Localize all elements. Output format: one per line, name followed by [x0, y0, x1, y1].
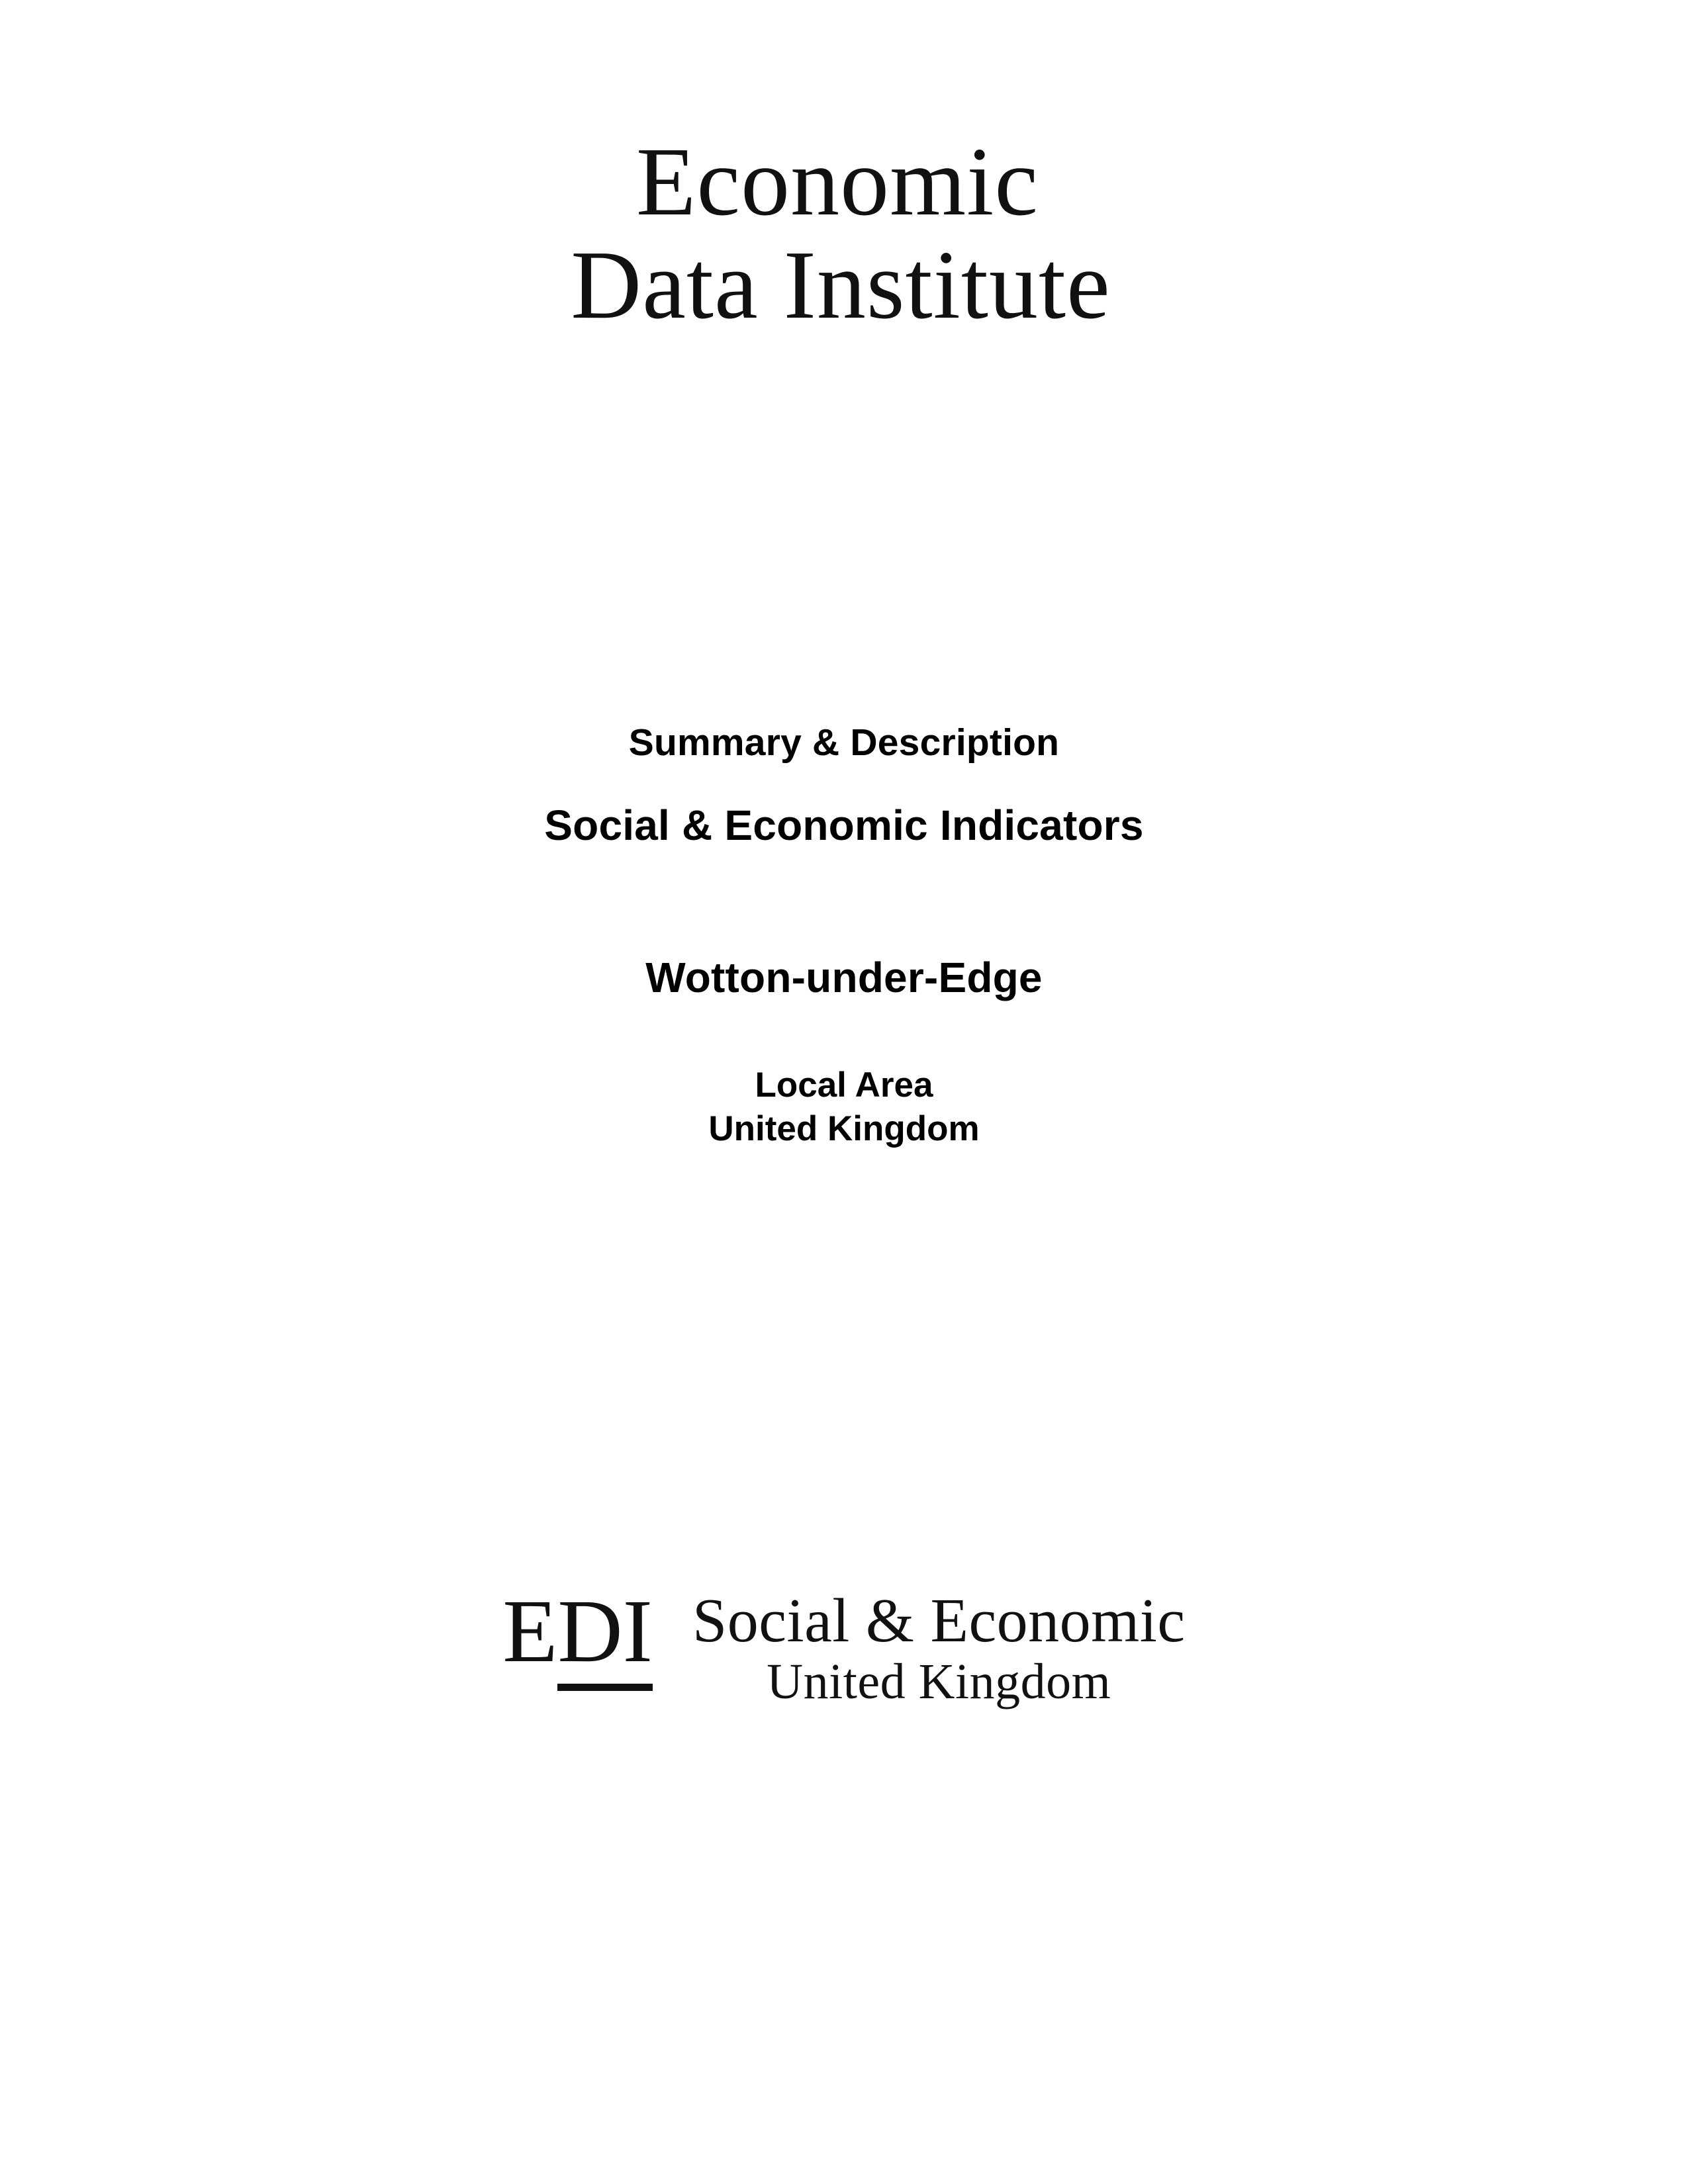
- footer-logo-line-social-economic: Social & Economic: [692, 1586, 1186, 1655]
- masthead-logo: [0, 128, 1688, 340]
- report-subtitle-summary: Summary & Description: [628, 721, 1060, 764]
- footer-logo: [0, 1582, 1688, 1709]
- footer-logo-acronym: [502, 1582, 653, 1684]
- footer-logo-acronym-di: DI: [557, 1582, 653, 1691]
- report-area-name: Wotton-under-Edge: [645, 954, 1043, 1001]
- masthead-line-data-institute: Data Institute: [571, 231, 1111, 340]
- report-title-indicators: Social & Economic Indicators: [544, 801, 1144, 849]
- footer-logo-acronym-e: E: [502, 1582, 558, 1681]
- report-country: United Kingdom: [708, 1109, 980, 1148]
- title-block: [0, 718, 1688, 1151]
- masthead-line-economic: Economic: [635, 128, 1039, 236]
- report-area-type: Local Area: [755, 1066, 933, 1105]
- footer-logo-wordmark: [692, 1585, 1186, 1708]
- footer-logo-line-united-kingdom: United Kingdom: [767, 1654, 1111, 1709]
